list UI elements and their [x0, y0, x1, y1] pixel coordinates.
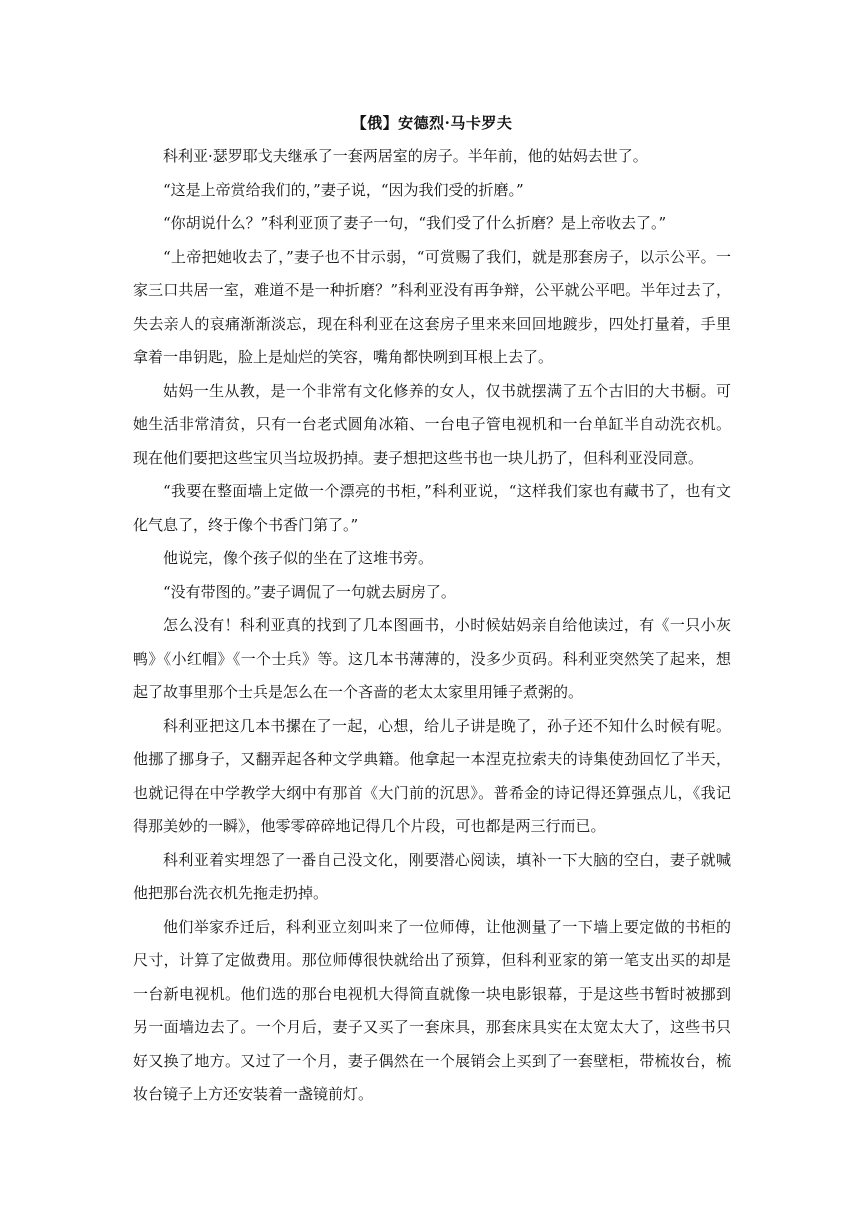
paragraph-7: 他说完，像个孩子似的坐在了这堆书旁。: [163, 549, 434, 567]
paragraph-6: “我要在整面墙上定做一个漂亮的书柜，”科利亚说，“这样我们家也有藏书了，也有文化气息了，终于像个书香门第了。”: [133, 482, 731, 534]
paragraph-9: 怎么没有！科利亚真的找到了几本图画书，小时候姑妈亲自给他读过，有《一只小灰鸭》《小红帽》《一个士兵》等。这几本书薄薄的，没多少页码。科利亚突然笑了起来，想起了故事里那个士兵是怎么在一个吝啬的老太太家里用锤子煮粥的。: [133, 616, 731, 701]
author-title: 【俄】安德烈·马卡罗夫: [351, 114, 513, 132]
paragraph-12: 他们举家乔迁后，科利亚立刻叫来了一位师傅，让他测量了一下墙上要定做的书柜的尺寸，计算了定做费用。那位师傅很快就给出了预算，但科利亚家的第一笔支出买的却是一台新电视机。他们选的那台电视机大得简直就像一块电影银幕，于是这些书暂时被挪到另一面墙边去了。一个月后，妻子又买了一套床具，那套床具实在太宽太大了，这些书只好又换了地方。又过了一个月，妻子偶然在一个展销会上买到了一套壁柜，带梳妆台，梳妆台镜子上方还安装着一盏镜前灯。: [133, 917, 731, 1103]
paragraph-3: “你胡说什么？”科利亚顶了妻子一句，“我们受了什么折磨？是上帝收去了。”: [163, 214, 667, 232]
paragraph-5: 姑妈一生从教，是一个非常有文化修养的女人，仅书就摆满了五个古旧的大书橱。可她生活非常清贫，只有一台老式圆角冰箱、一台电子管电视机和一台单缸半自动洗衣机。现在他们要把这些宝贝当垃圾扔掉。妻子想把这些书也一块儿扔了，但科利亚没同意。: [133, 381, 731, 467]
paragraph-4: “上帝把她收去了，”妻子也不甘示弱，“可赏赐了我们，就是那套房子，以示公平。一家三口共居一室，难道不是一种折磨？”科利亚没有再争辩，公平就公平吧。半年过去了，失去亲人的哀痛渐渐淡忘，现在科利亚在这套房子里来来回回地踱步，四处打量着，手里拿着一串钥匙，脸上是灿烂的笑容，嘴角都快咧到耳根上去了。: [133, 247, 731, 366]
paragraph-11: 科利亚着实埋怨了一番自己没文化，刚要潜心阅读，填补一下大脑的空白，妻子就喊他把那台洗衣机先拖走扔掉。: [133, 850, 731, 902]
paragraph-2: “这是上帝赏给我们的，”妻子说，“因为我们受的折磨。”: [163, 180, 524, 199]
paragraph-8: “没有带图的。”妻子调侃了一句就去厨房了。: [163, 582, 456, 601]
document-page: [133, 108, 731, 1112]
paragraph-10: 科利亚把这几本书摞在了一起，心想，给儿子讲是晚了，孙子还不知什么时候有呢。他挪了挪身子，又翻弄起各种文学典籍。他拿起一本涅克拉索夫的诗集使劲回忆了半天，也就记得在中学教学大纲中有那首《大门前的沉思》。普希金的诗记得还算强点儿，《我记得那美妙的一瞬》，他零零碎碎地记得几个片段，可也都是两三行而已。: [133, 716, 731, 835]
paragraph-1: 科利亚·瑟罗耶戈夫继承了一套两居室的房子。半年前，他的姑妈去世了。: [163, 147, 648, 165]
